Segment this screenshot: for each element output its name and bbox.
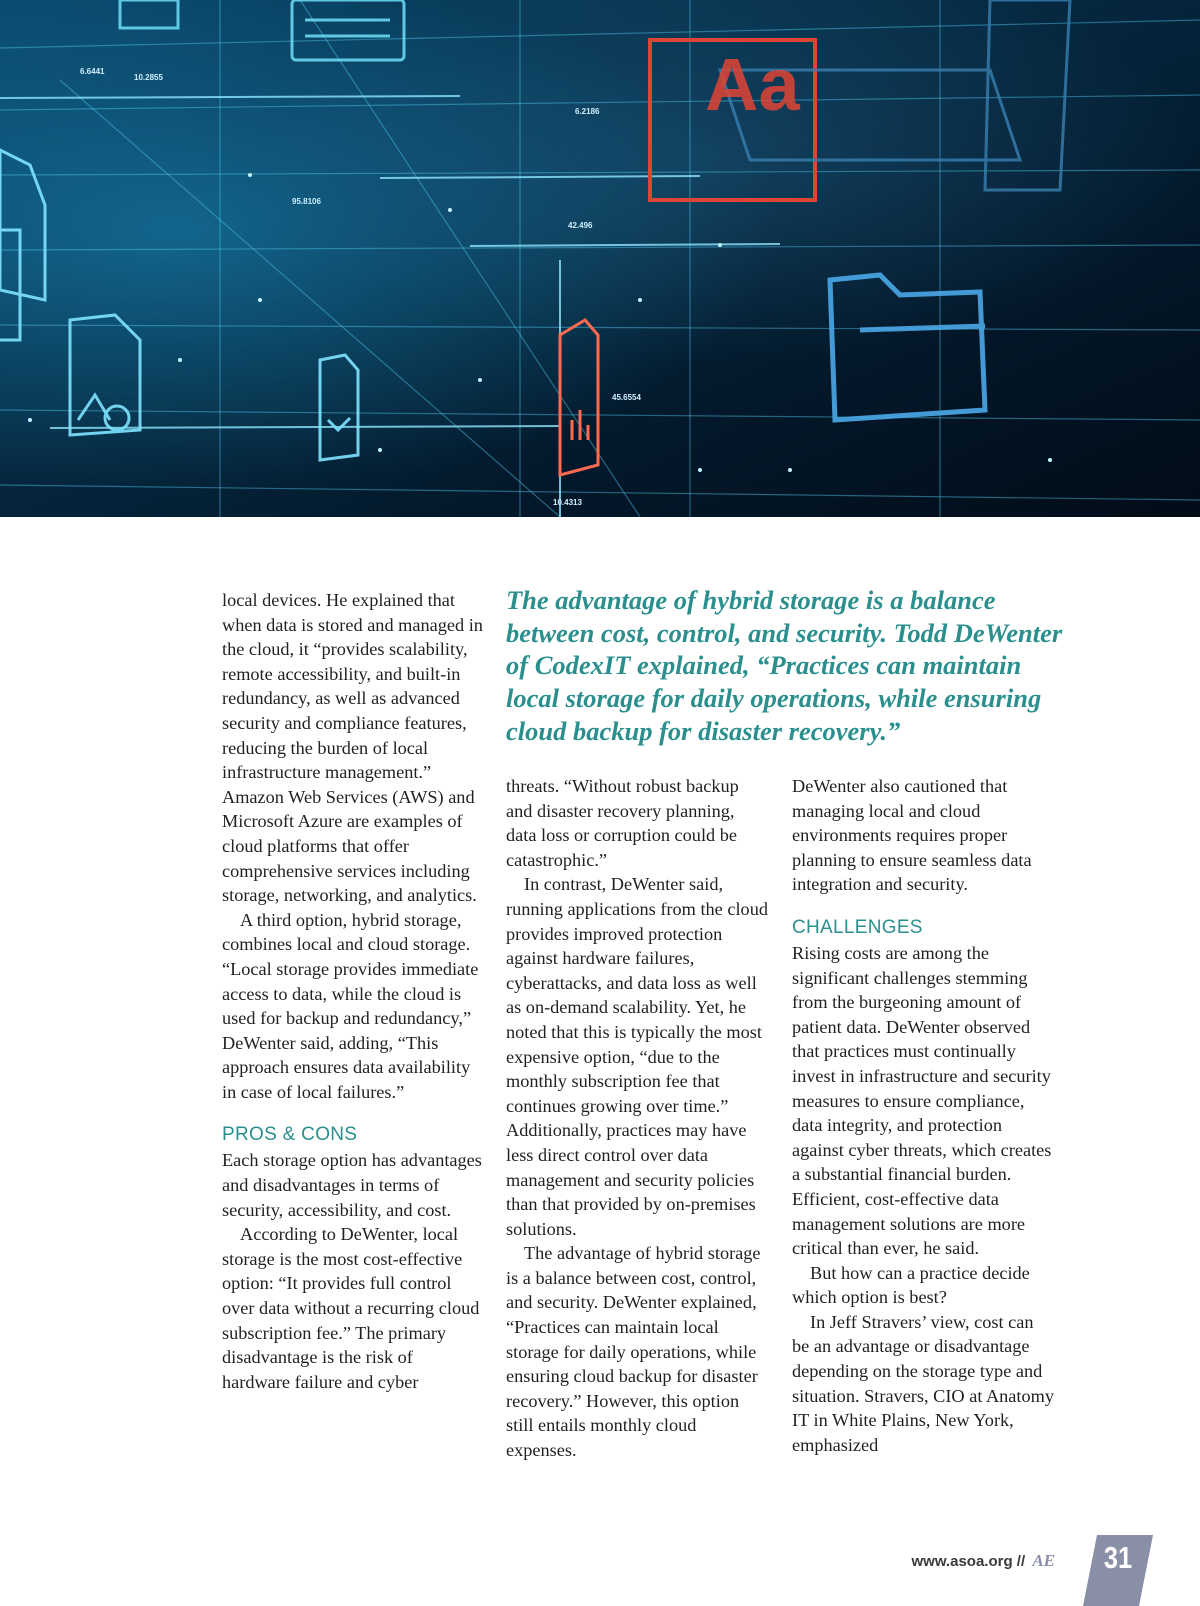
readout-5: 42.496 bbox=[568, 221, 593, 230]
svg-text:Aa: Aa bbox=[705, 43, 800, 126]
readout-7: 10.4313 bbox=[553, 498, 582, 507]
col2-paragraph-2: In contrast, DeWenter said, running applications from the cloud provides improved protection against hardware failures, cyberattacks, and data loss as well as on-demand scalability. Yet, he noted that this is typically the most expensive option, “due to the monthly subscription fee that continues growing over time.” Additionally, practices may have less direct control over data management and security policies than that provided by on-premises solutions. bbox=[506, 874, 768, 1239]
col3-paragraph-3: But how can a practice decide which option is best? bbox=[792, 1262, 1030, 1308]
col1-paragraph-2: A third option, hybrid storage, combines local and cloud storage. “Local storage provides immediate access to data, while the cloud is used for backup and redundancy,” DeWenter said, adding, “This approach ensures data availability in case of local failures.” bbox=[222, 909, 479, 1102]
readout-4: 95.8106 bbox=[292, 197, 321, 206]
footer-separator: // bbox=[1016, 1553, 1026, 1570]
pull-quote: The advantage of hybrid storage is a balance between cost, control, and security. Todd DeWenter of CodexIT explained, “Practices can maintain local storage for daily operations, while ensuring cloud backup for disaster recovery.” bbox=[506, 585, 1063, 746]
column-1 bbox=[222, 588, 484, 1394]
readout-1: 6.6441 bbox=[80, 67, 105, 76]
col3-paragraph-1: DeWenter also cautioned that managing local and cloud environments requires proper planning to ensure seamless data integration and security. bbox=[792, 776, 1032, 895]
column-2 bbox=[506, 774, 768, 1463]
column-3 bbox=[792, 774, 1054, 1457]
col1-paragraph-3: Each storage option has advantages and disadvantages in terms of security, accessibility, and cost. bbox=[222, 1150, 482, 1220]
readout-2: 10.2855 bbox=[134, 73, 163, 82]
col2-paragraph-1: threats. “Without robust backup and disaster recovery planning, data loss or corruption could be catastrophic.” bbox=[506, 776, 739, 870]
col1-paragraph-4: According to DeWenter, local storage is the most cost-effective option: “It provides full control over data without a recurring cloud subscription fee.” The primary disadvantage is the risk of hardware failure and cyber bbox=[222, 1224, 480, 1392]
readout-6: 45.6554 bbox=[612, 393, 641, 402]
page-number: 31 bbox=[1103, 1540, 1133, 1575]
footer-website[interactable] bbox=[911, 1551, 1055, 1571]
footer-url-text[interactable]: www.asoa.org bbox=[911, 1553, 1013, 1570]
col3-paragraph-4: In Jeff Stravers’ view, cost can be an advantage or disadvantage depending on the storage type and situation. Stravers, CIO at Anatomy IT in White Plains, New York, emphasized bbox=[792, 1311, 1054, 1455]
readout-3: 6.2186 bbox=[575, 107, 600, 116]
col3-paragraph-2: Rising costs are among the significant challenges stemming from the burgeoning amount of patient data. DeWenter observed that practices must continually invest in infrastructure and security measures to ensure compliance, data integrity, and protection against cyber threats, which creates a substantial financial burden. Efficient, cost-effective data management solutions are more critical than ever, he said. bbox=[792, 942, 1052, 1259]
col1-paragraph-1: local devices. He explained that when data is stored and managed in the cloud, it “provides scalability, remote accessibility, and built-in redundancy, as well as advanced security and compliance features, reducing the burden of local infrastructure management.” Amazon Web Services (AWS) and Microsoft Azure are examples of cloud platforms that offer comprehensive services including storage, networking, and analytics. bbox=[222, 590, 483, 906]
hero-image bbox=[0, 0, 1200, 517]
footer-brand-logo: AE bbox=[1032, 1551, 1055, 1570]
subhead-challenges: CHALLENGES bbox=[792, 916, 923, 938]
col2-paragraph-3: The advantage of hybrid storage is a balance between cost, control, and security. DeWenter explained, “Practices can maintain local storage for daily operations, while ensuring cloud backup for disaster recovery.” However, this option still entails monthly cloud expenses. bbox=[506, 1243, 761, 1461]
subhead-pros-cons: PROS & CONS bbox=[222, 1124, 358, 1146]
